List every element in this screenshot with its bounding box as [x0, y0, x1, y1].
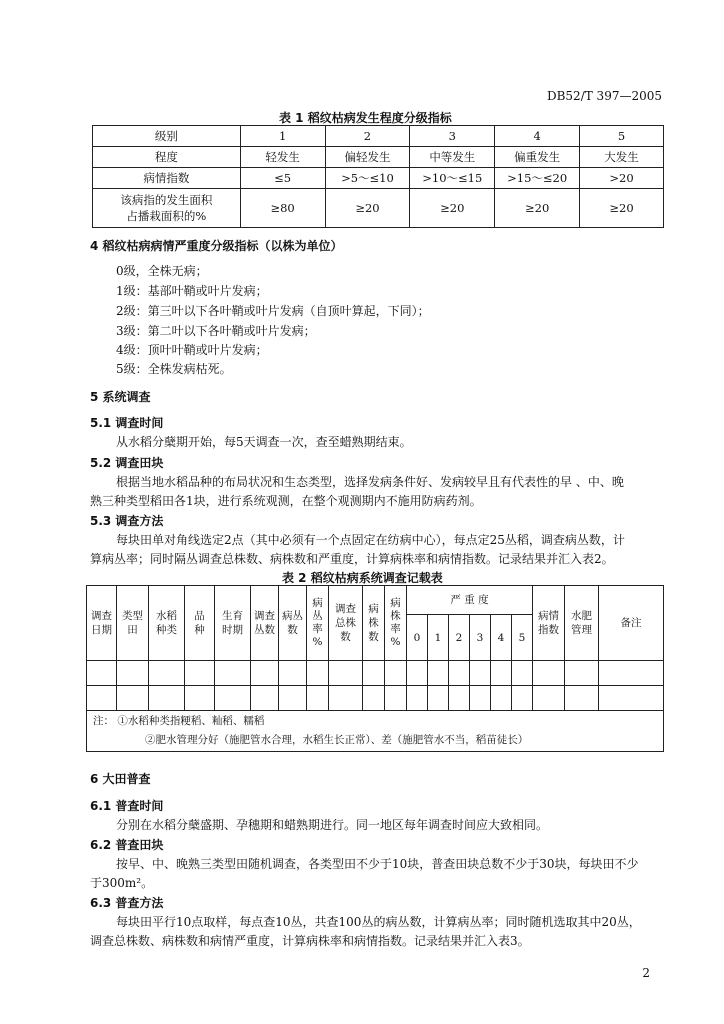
table2-note: 注： ①水稻种类指粳稻、籼稻、糯稻: [93, 715, 265, 727]
document-code: DB52/T 397—2005: [546, 89, 662, 103]
section4-heading: 4 稻纹枯病病情严重度分级指标（以株为单位）: [90, 239, 343, 253]
table-row: [87, 661, 664, 686]
severity-level: 2: [449, 615, 470, 661]
severity-header: 严 重 度: [407, 586, 533, 615]
section6-2-text: 于300m²。: [90, 876, 154, 890]
grade-item: 3级：第二叶以下各叶鞘或叶片发病；: [116, 324, 316, 338]
header-cell: 类型 田: [117, 586, 149, 661]
table-row: [93, 168, 664, 189]
table-row: [93, 147, 664, 168]
section6-2-heading: 6.2 普查田块: [90, 838, 164, 852]
header-cell: 调查 丛数: [251, 586, 279, 661]
severity-level: 3: [470, 615, 491, 661]
section6-2-text: 按早、中、晚熟三类型田随机调查，各类型田不少于10块，普查田块总数不少于30块，每块田不少: [116, 857, 639, 871]
table-cell: >20: [580, 168, 664, 189]
table-cell: 2: [325, 126, 410, 147]
table-cell: 该病指的发生面积 占播栽面积的%: [93, 189, 241, 228]
header-cell: 病 株 率 %: [385, 586, 407, 661]
section5-3-text: 每块田单对角线选定2点（其中必须有一个点固定在纺病中心），每点定25丛稻，调查病丛数，计: [116, 533, 625, 547]
table2-title: 表 2 稻纹枯病系统调查记载表: [282, 571, 443, 585]
table-header-row: [87, 586, 664, 615]
table-cell: >10～≤15: [410, 168, 495, 189]
section5-1-text: 从水稻分蘖期开始，每5天调查一次，查至蜡熟期结束。: [116, 435, 412, 449]
header-cell: 调查 总株 数: [329, 586, 363, 661]
grade-item: 4级：顶叶叶鞘或叶片发病；: [116, 343, 268, 357]
table2: [86, 585, 664, 752]
table-row: [87, 686, 664, 711]
section5-heading: 5 系统调查: [90, 390, 151, 404]
table-cell: >15～≤20: [495, 168, 580, 189]
table-cell: 偏重发生: [495, 147, 580, 168]
table-cell: 大发生: [580, 147, 664, 168]
header-cell: 水稻 种类: [149, 586, 185, 661]
header-cell: 调查 日期: [87, 586, 117, 661]
section5-3-text: 算病丛率；同时隔丛调查总株数、病株数和严重度，计算病株率和病情指数。记录结果并汇入表2。: [90, 552, 614, 566]
table-cell: ≥20: [410, 189, 495, 228]
header-cell: 品 种: [185, 586, 215, 661]
section5-2-heading: 5.2 调查田块: [90, 456, 164, 470]
section6-3-text: 每块田平行10点取样，每点查10丛，共查100丛的病丛数，计算病丛率；同时随机选取其中20丛，: [116, 915, 641, 929]
table-cell: ≥20: [495, 189, 580, 228]
table-cell: 轻发生: [240, 147, 325, 168]
header-cell: 病 丛 率 %: [307, 586, 329, 661]
severity-level: 4: [491, 615, 512, 661]
section6-heading: 6 大田普查: [90, 772, 151, 786]
grade-item: 5级：全株发病枯死。: [116, 362, 232, 376]
table-cell: 病情指数: [93, 168, 241, 189]
section6-3-heading: 6.3 普查方法: [90, 896, 164, 910]
table-cell: 4: [495, 126, 580, 147]
header-cell: 备注: [599, 586, 664, 661]
table-note-row: [87, 711, 664, 752]
table-cell: ≤5: [240, 168, 325, 189]
severity-level: 1: [428, 615, 449, 661]
section6-3-text: 调查总株数、病株数和病情严重度，计算病株率和病情指数。记录结果并汇入表3。: [90, 934, 530, 948]
table-cell: 程度: [93, 147, 241, 168]
section5-3-heading: 5.3 调查方法: [90, 514, 164, 528]
table-row: [93, 126, 664, 147]
section6-1-text: 分别在水稻分蘖盛期、孕穗期和蜡熟期进行。同一地区每年调查时间应大致相同。: [116, 818, 549, 832]
table2-note: ②肥水管理分好（施肥管水合理，水稻生长正常）、差（施肥管水不当，稻苗徒长）: [145, 734, 529, 746]
table-cell: 中等发生: [410, 147, 495, 168]
header-cell: 病丛 数: [279, 586, 307, 661]
table-cell: 级别: [93, 126, 241, 147]
table-cell: ≥80: [240, 189, 325, 228]
section5-2-text: 熟三种类型稻田各1块，进行系统观测，在整个观测期内不施用防病药剂。: [90, 494, 482, 508]
severity-level: 0: [407, 615, 428, 661]
section6-1-heading: 6.1 普查时间: [90, 799, 164, 813]
header-cell: 水肥 管理: [565, 586, 599, 661]
table-cell: ≥20: [580, 189, 664, 228]
header-cell: 生育 时期: [215, 586, 251, 661]
page-number: 2: [642, 966, 650, 980]
section5-1-heading: 5.1 调查时间: [90, 416, 164, 430]
header-cell: 病 株 数: [363, 586, 385, 661]
grade-item: 1级：基部叶鞘或叶片发病；: [116, 284, 268, 298]
table1: [92, 125, 664, 228]
table-cell: 5: [580, 126, 664, 147]
table-row: [93, 189, 664, 228]
table-cell: 偏轻发生: [325, 147, 410, 168]
grade-item: 0级，全株无病；: [116, 264, 208, 278]
table-cell: >5～≤10: [325, 168, 410, 189]
table-cell: ≥20: [325, 189, 410, 228]
table-cell: 3: [410, 126, 495, 147]
table-cell: 1: [240, 126, 325, 147]
header-cell: 病情 指数: [533, 586, 565, 661]
severity-level: 5: [512, 615, 533, 661]
grade-item: 2级：第三叶以下各叶鞘或叶片发病（自顶叶算起，下同）；: [116, 304, 430, 318]
table1-title: 表 1 稻纹枯病发生程度分级指标: [279, 111, 452, 125]
section5-2-text: 根据当地水稻品种的布局状况和生态类型，选择发病条件好、发病较早且有代表性的早 、中、晚: [116, 475, 624, 489]
